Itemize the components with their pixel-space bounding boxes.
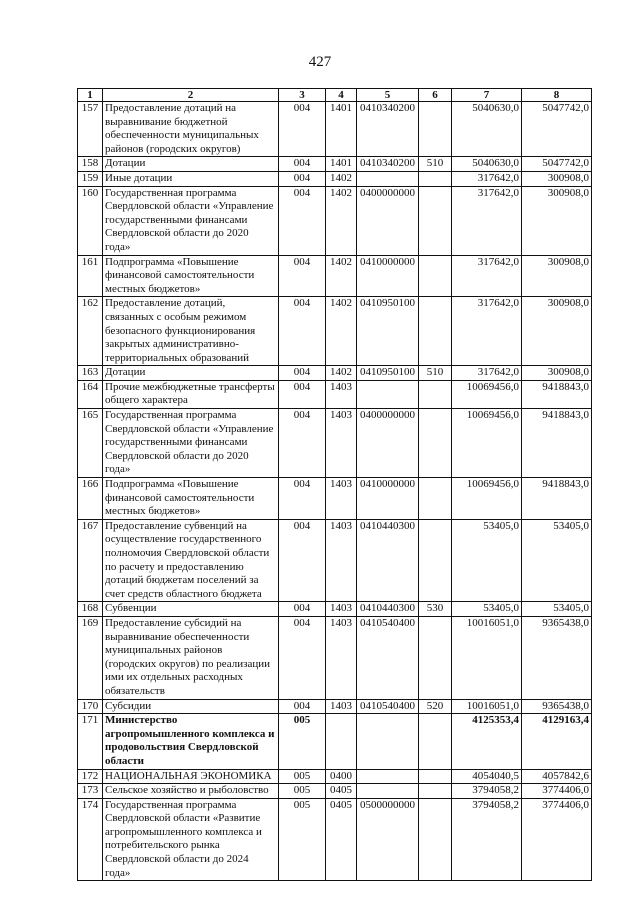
- row-code-admin: 005: [279, 798, 326, 881]
- row-code-section: 0400: [326, 769, 357, 784]
- row-code-section: 1402: [326, 255, 357, 297]
- table-row: [78, 171, 592, 186]
- row-code-admin: 004: [279, 171, 326, 186]
- row-name: Сельское хозяйство и рыболовство: [103, 784, 279, 799]
- budget-table: [77, 88, 592, 881]
- table-row: [78, 784, 592, 799]
- row-number: 161: [78, 255, 103, 297]
- row-amount-year-1: 317642,0: [452, 186, 522, 255]
- row-code-admin: 004: [279, 380, 326, 408]
- row-amount-year-2: 300908,0: [522, 186, 592, 255]
- row-code-expense-type: [419, 171, 452, 186]
- row-code-admin: 004: [279, 616, 326, 699]
- row-code-expense-type: 510: [419, 366, 452, 381]
- row-amount-year-2: 3774406,0: [522, 784, 592, 799]
- row-code-admin: 004: [279, 519, 326, 602]
- row-amount-year-1: 53405,0: [452, 602, 522, 617]
- row-name: Подпрограмма «Повышение финансовой самостоятельности местных бюджетов»: [103, 478, 279, 520]
- table-row: [78, 102, 592, 157]
- table-row: [78, 186, 592, 255]
- row-code-section: 0405: [326, 784, 357, 799]
- row-name: Субвенции: [103, 602, 279, 617]
- table-row: [78, 769, 592, 784]
- table-row: [78, 616, 592, 699]
- row-amount-year-1: 10016051,0: [452, 699, 522, 714]
- row-amount-year-1: 3794058,2: [452, 784, 522, 799]
- row-code-admin: 004: [279, 602, 326, 617]
- row-code-section: 1402: [326, 297, 357, 366]
- row-code-section: 0405: [326, 798, 357, 881]
- table-row: [78, 478, 592, 520]
- header-col-8: 8: [522, 89, 592, 102]
- row-code-admin: 005: [279, 714, 326, 769]
- row-code-section: 1402: [326, 171, 357, 186]
- table-body: [78, 102, 592, 881]
- row-code-expense-type: 510: [419, 157, 452, 172]
- row-number: 164: [78, 380, 103, 408]
- row-code-expense-type: [419, 769, 452, 784]
- table-header-row: [78, 89, 592, 102]
- row-code-target: [357, 784, 419, 799]
- row-code-expense-type: 520: [419, 699, 452, 714]
- row-code-target: 0500000000: [357, 798, 419, 881]
- row-amount-year-1: 317642,0: [452, 366, 522, 381]
- row-amount-year-1: 53405,0: [452, 519, 522, 602]
- row-code-expense-type: [419, 616, 452, 699]
- row-code-target: [357, 171, 419, 186]
- table-row: [78, 519, 592, 602]
- row-number: 168: [78, 602, 103, 617]
- row-amount-year-2: 4129163,4: [522, 714, 592, 769]
- row-code-target: [357, 714, 419, 769]
- row-code-target: 0410000000: [357, 478, 419, 520]
- row-code-expense-type: [419, 380, 452, 408]
- header-col-7: 7: [452, 89, 522, 102]
- row-code-admin: 004: [279, 255, 326, 297]
- row-number: 170: [78, 699, 103, 714]
- row-code-section: [326, 714, 357, 769]
- row-code-target: [357, 380, 419, 408]
- row-code-target: 0410950100: [357, 366, 419, 381]
- row-amount-year-1: 10016051,0: [452, 616, 522, 699]
- row-amount-year-1: 317642,0: [452, 171, 522, 186]
- row-name: Государственная программа Свердловской области «Управление государственными финансами Свердловской области до 2020 года»: [103, 409, 279, 478]
- row-code-admin: 004: [279, 297, 326, 366]
- row-number: 163: [78, 366, 103, 381]
- row-amount-year-1: 3794058,2: [452, 798, 522, 881]
- row-amount-year-2: 4057842,6: [522, 769, 592, 784]
- row-code-admin: 004: [279, 409, 326, 478]
- row-code-target: 0410440300: [357, 602, 419, 617]
- row-number: 174: [78, 798, 103, 881]
- table-row: [78, 602, 592, 617]
- table-row: [78, 798, 592, 881]
- row-name: Дотации: [103, 157, 279, 172]
- table-row: [78, 366, 592, 381]
- row-name: НАЦИОНАЛЬНАЯ ЭКОНОМИКА: [103, 769, 279, 784]
- row-code-expense-type: [419, 519, 452, 602]
- row-amount-year-1: 4054040,5: [452, 769, 522, 784]
- row-code-expense-type: [419, 186, 452, 255]
- row-name: Субсидии: [103, 699, 279, 714]
- row-code-section: 1403: [326, 602, 357, 617]
- row-code-section: 1403: [326, 699, 357, 714]
- header-col-1: 1: [78, 89, 103, 102]
- page-number: 427: [308, 54, 332, 70]
- row-code-target: 0410340200: [357, 157, 419, 172]
- row-code-section: 1402: [326, 186, 357, 255]
- row-name: Министерство агропромышленного комплекса и продовольствия Свердловской области: [103, 714, 279, 769]
- row-number: 165: [78, 409, 103, 478]
- row-code-section: 1403: [326, 409, 357, 478]
- row-amount-year-1: 10069456,0: [452, 409, 522, 478]
- row-code-expense-type: [419, 784, 452, 799]
- row-amount-year-2: 300908,0: [522, 297, 592, 366]
- row-amount-year-2: 53405,0: [522, 602, 592, 617]
- row-code-section: 1403: [326, 478, 357, 520]
- row-amount-year-1: 10069456,0: [452, 380, 522, 408]
- row-code-admin: 004: [279, 186, 326, 255]
- row-code-admin: 005: [279, 769, 326, 784]
- row-number: 172: [78, 769, 103, 784]
- row-amount-year-1: 317642,0: [452, 297, 522, 366]
- row-number: 171: [78, 714, 103, 769]
- row-number: 166: [78, 478, 103, 520]
- row-name: Дотации: [103, 366, 279, 381]
- row-amount-year-1: 5040630,0: [452, 157, 522, 172]
- row-amount-year-2: 9365438,0: [522, 699, 592, 714]
- row-code-expense-type: [419, 409, 452, 478]
- row-number: 159: [78, 171, 103, 186]
- row-name: Прочие межбюджетные трансферты общего характера: [103, 380, 279, 408]
- row-code-admin: 004: [279, 699, 326, 714]
- row-code-admin: 004: [279, 102, 326, 157]
- row-name: Государственная программа Свердловской области «Развитие агропромышленного комплекса и потребительского рынка Свердловской области до 2024 года»: [103, 798, 279, 881]
- row-amount-year-2: 9418843,0: [522, 478, 592, 520]
- row-number: 167: [78, 519, 103, 602]
- row-name: Предоставление субсидий на выравнивание обеспеченности муниципальных районов (городских округов) по реализации ими их отдельных расходных обязательств: [103, 616, 279, 699]
- row-code-target: 0410440300: [357, 519, 419, 602]
- row-name: Предоставление субвенций на осуществление государственного полномочия Свердловской области по расчету и предоставлению дотаций бюджетам поселений за счет средств областного бюджета: [103, 519, 279, 602]
- row-amount-year-2: 9418843,0: [522, 409, 592, 478]
- row-code-section: 1403: [326, 616, 357, 699]
- row-code-section: 1403: [326, 380, 357, 408]
- table-row: [78, 157, 592, 172]
- row-code-target: 0410340200: [357, 102, 419, 157]
- table-row: [78, 297, 592, 366]
- row-code-admin: 004: [279, 478, 326, 520]
- header-col-6: 6: [419, 89, 452, 102]
- row-amount-year-1: 10069456,0: [452, 478, 522, 520]
- header-col-5: 5: [357, 89, 419, 102]
- table-row: [78, 380, 592, 408]
- table-row: [78, 714, 592, 769]
- row-amount-year-2: 300908,0: [522, 171, 592, 186]
- row-name: Государственная программа Свердловской области «Управление государственными финансами Свердловской области до 2020 года»: [103, 186, 279, 255]
- row-number: 157: [78, 102, 103, 157]
- row-code-target: 0400000000: [357, 186, 419, 255]
- table-row: [78, 409, 592, 478]
- row-code-target: 0400000000: [357, 409, 419, 478]
- row-code-expense-type: [419, 714, 452, 769]
- row-amount-year-2: 300908,0: [522, 366, 592, 381]
- row-code-target: [357, 769, 419, 784]
- table-row: [78, 699, 592, 714]
- row-number: 169: [78, 616, 103, 699]
- row-code-expense-type: [419, 798, 452, 881]
- row-code-section: 1402: [326, 366, 357, 381]
- row-code-target: 0410950100: [357, 297, 419, 366]
- row-code-section: 1403: [326, 519, 357, 602]
- row-code-target: 0410540400: [357, 616, 419, 699]
- header-col-3: 3: [279, 89, 326, 102]
- row-code-admin: 004: [279, 157, 326, 172]
- row-name: Предоставление дотаций, связанных с особым режимом безопасного функционирования закрытых административно-территориальных образований: [103, 297, 279, 366]
- table-row: [78, 255, 592, 297]
- row-code-target: 0410000000: [357, 255, 419, 297]
- row-code-expense-type: [419, 478, 452, 520]
- row-code-expense-type: 530: [419, 602, 452, 617]
- header-col-4: 4: [326, 89, 357, 102]
- row-amount-year-2: 5047742,0: [522, 157, 592, 172]
- row-code-admin: 004: [279, 366, 326, 381]
- row-number: 158: [78, 157, 103, 172]
- row-amount-year-2: 53405,0: [522, 519, 592, 602]
- row-code-admin: 005: [279, 784, 326, 799]
- row-code-section: 1401: [326, 102, 357, 157]
- row-name: Предоставление дотаций на выравнивание бюджетной обеспеченности муниципальных районов (городских округов): [103, 102, 279, 157]
- row-amount-year-2: 300908,0: [522, 255, 592, 297]
- row-amount-year-2: 5047742,0: [522, 102, 592, 157]
- row-amount-year-1: 4125353,4: [452, 714, 522, 769]
- row-number: 160: [78, 186, 103, 255]
- header-col-2: 2: [103, 89, 279, 102]
- row-amount-year-1: 317642,0: [452, 255, 522, 297]
- row-code-expense-type: [419, 255, 452, 297]
- row-amount-year-2: 3774406,0: [522, 798, 592, 881]
- row-number: 162: [78, 297, 103, 366]
- row-name: Иные дотации: [103, 171, 279, 186]
- row-amount-year-2: 9365438,0: [522, 616, 592, 699]
- row-code-expense-type: [419, 297, 452, 366]
- row-number: 173: [78, 784, 103, 799]
- row-amount-year-1: 5040630,0: [452, 102, 522, 157]
- row-name: Подпрограмма «Повышение финансовой самостоятельности местных бюджетов»: [103, 255, 279, 297]
- row-amount-year-2: 9418843,0: [522, 380, 592, 408]
- row-code-section: 1401: [326, 157, 357, 172]
- row-code-target: 0410540400: [357, 699, 419, 714]
- row-code-expense-type: [419, 102, 452, 157]
